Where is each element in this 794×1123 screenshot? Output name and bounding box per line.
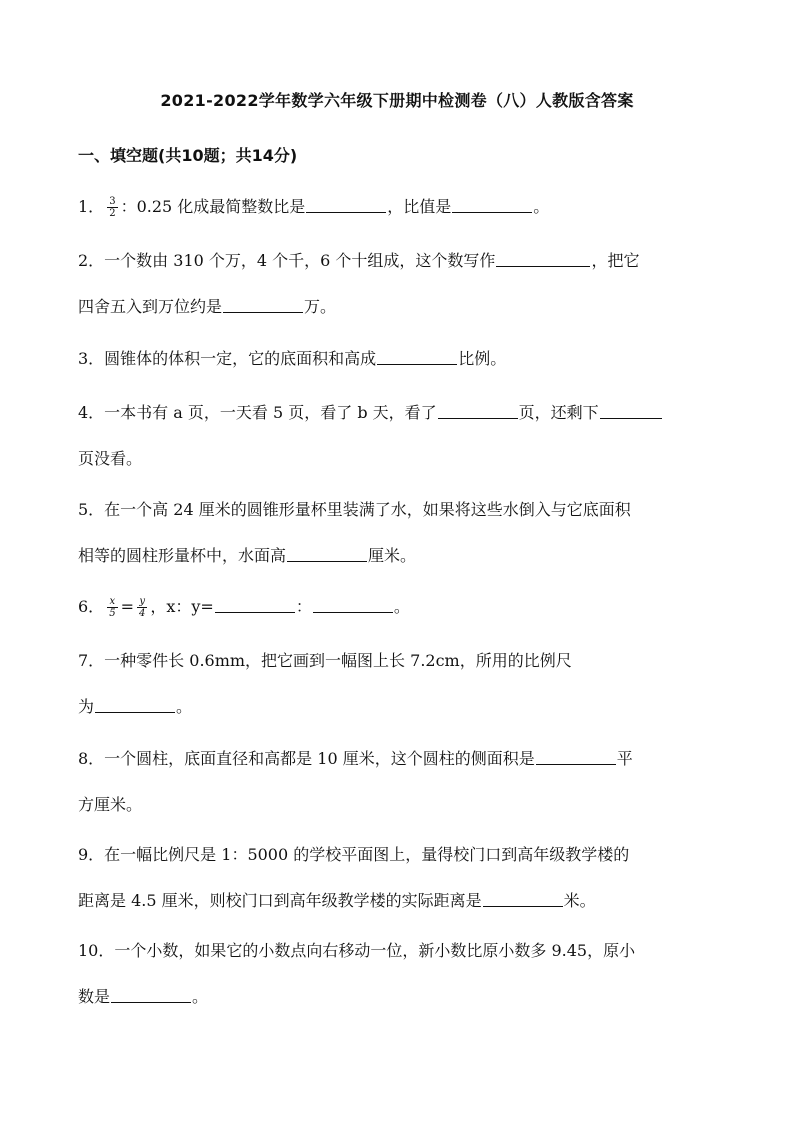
fraction-y-over-4: $\frac{y}{4}$ (138, 596, 146, 619)
question-10 (78, 928, 718, 1020)
question-text: 方厘米。 (78, 795, 143, 814)
question-text: ，比值是 (387, 197, 452, 216)
question-text: 2．一个数由 310 个万，4 个千，6 个十组成，这个数写作 (78, 251, 496, 270)
answer-blank[interactable] (496, 250, 590, 267)
question-8 (78, 736, 718, 828)
answer-blank[interactable] (95, 696, 175, 713)
question-text: 。 (192, 987, 209, 1006)
question-text: 7．一种零件长 0.6mm，把它画到一幅图上长 7.2cm，所用的比例尺 (78, 651, 572, 670)
answer-blank[interactable] (215, 596, 295, 613)
question-2 (78, 238, 718, 330)
question-text: 万。 (304, 297, 337, 316)
answer-blank[interactable] (287, 545, 367, 562)
question-text: ： (295, 597, 312, 616)
answer-blank[interactable] (313, 596, 393, 613)
answer-blank[interactable] (306, 196, 386, 213)
question-text: 。 (176, 697, 193, 716)
question-text: 10．一个小数，如果它的小数点向右移动一位，新小数比原小数多 9.45，原小 (78, 941, 636, 960)
question-text: 厘米。 (368, 546, 417, 565)
answer-blank[interactable] (452, 196, 532, 213)
fraction-three-halves: $\frac{3}{2}$ (109, 196, 116, 219)
question-text: 距离是 4.5 厘米，则校门口到高年级教学楼的实际距离是 (78, 891, 482, 910)
fraction-x-over-5: $\frac{x}{5}$ (109, 596, 116, 619)
question-text: ，把它 (591, 251, 640, 270)
answer-blank[interactable] (600, 402, 662, 419)
question-text: 四舍五入到万位约是 (78, 297, 223, 316)
question-text: 3．圆锥体的体积一定，它的底面积和高成 (78, 349, 377, 368)
question-1 (78, 184, 718, 230)
answer-blank[interactable] (111, 986, 191, 1003)
question-5 (78, 487, 718, 579)
question-text: 页没看。 (78, 449, 143, 468)
question-text: 为 (78, 697, 95, 716)
question-7 (78, 638, 718, 730)
question-4 (78, 390, 718, 482)
answer-blank[interactable] (377, 348, 457, 365)
answer-blank[interactable] (483, 890, 563, 907)
question-text: 9．在一幅比例尺是 1：5000 的学校平面图上，量得校门口到高年级教学楼的 (78, 845, 630, 864)
question-6 (78, 584, 718, 630)
question-9 (78, 832, 718, 924)
page-title: 2021-2022学年数学六年级下册期中检测卷（八）人教版含答案 (160, 91, 634, 110)
question-number: 1． (78, 197, 105, 216)
question-text: 4．一本书有 a 页，一天看 5 页，看了 b 天，看了 (78, 403, 437, 422)
equals-sign: = (120, 597, 134, 616)
question-text: 比例。 (458, 349, 507, 368)
question-text: 数是 (78, 987, 111, 1006)
question-text: 米。 (563, 891, 596, 910)
question-text: 8．一个圆柱，底面直径和高都是 10 厘米，这个圆柱的侧面积是 (78, 749, 535, 768)
question-text: 。 (393, 597, 410, 616)
answer-blank[interactable] (536, 748, 616, 765)
question-text: ，x：y= (150, 597, 214, 616)
question-text: 页，还剩下 (518, 403, 599, 422)
answer-blank[interactable] (223, 296, 303, 313)
question-3 (78, 336, 718, 382)
question-number: 6． (78, 597, 105, 616)
question-text: 5．在一个高 24 厘米的圆锥形量杯里装满了水，如果将这些水倒入与它底面积 (78, 500, 631, 519)
question-text: ：0.25 化成最简整数比是 (120, 197, 306, 216)
question-text: 。 (533, 197, 550, 216)
answer-blank[interactable] (438, 402, 518, 419)
question-text: 平 (616, 749, 633, 768)
section-heading: 一、填空题(共10题；共14分) (78, 146, 298, 165)
question-text: 相等的圆柱形量杯中，水面高 (78, 546, 287, 565)
